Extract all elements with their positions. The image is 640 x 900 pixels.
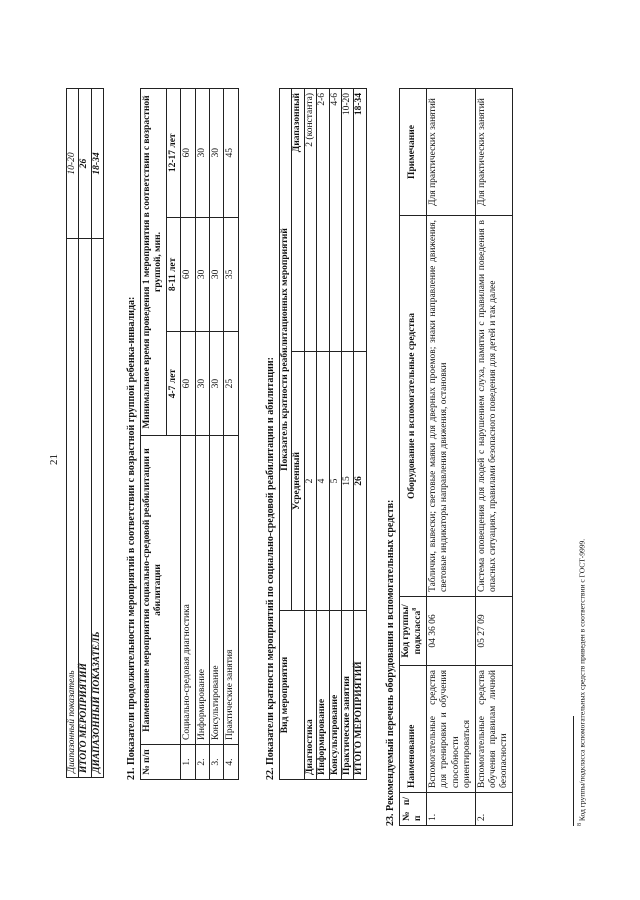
header-name: Наименование <box>400 666 427 793</box>
table-cell: 35 <box>224 217 238 332</box>
header-num: № п/п <box>141 745 181 780</box>
table-row <box>79 89 91 778</box>
table-cell: 30 <box>195 89 209 218</box>
table-cell: Диапазонный показатель <box>67 239 79 778</box>
table-cell: Информирование <box>195 436 209 745</box>
table-cell: 30 <box>209 217 223 332</box>
table-cell: Практические занятия <box>341 611 353 780</box>
header-num: № п/п <box>400 793 427 826</box>
table-cell: 30 <box>195 332 209 436</box>
header-note: Примечание <box>400 89 427 216</box>
table-header-row <box>141 89 167 780</box>
section-23-title: 23. Рекомендуемый перечень оборудования и вспомогательных средств: <box>385 499 396 826</box>
table-cell: 45 <box>224 89 238 218</box>
table-cell: ИТОГО МЕРОПРИЯТИЙ <box>79 239 91 778</box>
table-cell: 2 (константа) <box>304 89 316 352</box>
table-cell: Социально-средовая диагностика <box>181 436 195 745</box>
table-row <box>329 89 341 780</box>
page-number: 21 <box>48 454 60 465</box>
header-time: Минимальное время проведения 1 мероприятия в соответствии с возрастной группой, мин. <box>141 89 167 436</box>
header-range: Диапазонный <box>292 89 304 352</box>
table-cell: 5 <box>329 352 341 611</box>
table-cell: 60 <box>181 332 195 436</box>
carryover-table <box>66 88 104 778</box>
table-cell: Вспомогательные средства для тренировки и обучения способности ориентироваться <box>426 666 475 793</box>
table-cell: Для практических занятий <box>426 89 475 216</box>
table-cell: 10-20 <box>341 89 353 352</box>
header-avg: Усредненный <box>292 352 304 611</box>
table-cell: 3. <box>209 745 223 780</box>
table-cell: Вспомогательные средства обучения правилам личной безопасности <box>475 666 512 793</box>
table-row <box>354 89 366 780</box>
table-cell: 30 <box>209 89 223 218</box>
table-cell: 18-34 <box>91 89 103 239</box>
table-cell: 4. <box>224 745 238 780</box>
table-row <box>341 89 353 780</box>
table-cell: 2-6 <box>317 89 329 352</box>
table-row <box>317 89 329 780</box>
header-name: Наименование мероприятия социально-средовой реабилитации и абилитации <box>141 436 181 745</box>
table-cell: 18-34 <box>354 89 366 352</box>
table-cell: Для практических занятий <box>475 89 512 216</box>
header-group: Показатель кратности реабилитационных мероприятий <box>280 89 292 611</box>
header-code: Код группы/подкласса$^8$ <box>400 597 427 666</box>
table-row <box>195 89 209 780</box>
table-cell: Информирование <box>317 611 329 780</box>
table-cell: 10-20 <box>67 89 79 239</box>
section-21-title: 21. Показатели продолжительности мероприятий в соответствии с возрастной группой ребенка-инвалида: <box>126 296 137 780</box>
table-cell: 15 <box>341 352 353 611</box>
header-age-12-17: 12-17 лет <box>166 89 180 218</box>
header-equipment: Оборудование и вспомогательные средства <box>400 216 427 597</box>
table-cell: 1. <box>181 745 195 780</box>
table-cell: ДИАПАЗОННЫЙ ПОКАЗАТЕЛЬ <box>91 239 103 778</box>
table-cell: 1. <box>426 793 475 826</box>
table-cell: 26 <box>79 89 91 239</box>
table-header-row <box>280 89 292 780</box>
duration-table <box>140 88 239 780</box>
table-cell: Практические занятия <box>224 436 238 745</box>
table-cell: 2. <box>195 745 209 780</box>
table-row <box>181 89 195 780</box>
table-cell: Диагностика <box>304 611 316 780</box>
footnote-separator <box>573 716 574 826</box>
table-cell: Консультирование <box>329 611 341 780</box>
table-row <box>224 89 238 780</box>
table-cell: 4 <box>317 352 329 611</box>
table-cell: 2. <box>475 793 512 826</box>
table-row <box>209 89 223 780</box>
table-cell: 04 36 06 <box>426 597 475 666</box>
header-age-8-11: 8-11 лет <box>166 217 180 332</box>
table-cell: 05 27 09 <box>475 597 512 666</box>
table-cell: Таблички, вывески; световые маяки для дверных проемов; знаки направление движения, световые индикаторы направления движения, остановки <box>426 216 475 597</box>
table-cell: 26 <box>354 352 366 611</box>
table-header-row <box>400 89 427 826</box>
table-row <box>475 89 512 826</box>
table-cell: 25 <box>224 332 238 436</box>
header-age-4-7: 4-7 лет <box>166 332 180 436</box>
header-type: Вид мероприятия <box>280 611 305 780</box>
frequency-table <box>279 88 367 780</box>
equipment-table <box>399 88 513 826</box>
table-cell: Консультирование <box>209 436 223 745</box>
table-row <box>304 89 316 780</box>
table-row <box>426 89 475 826</box>
table-cell: 2 <box>304 352 316 611</box>
section-22-title: 22. Показатели кратности мероприятий по социально-средовой реабилитации и абилитации: <box>265 357 276 780</box>
table-cell: 60 <box>181 217 195 332</box>
table-row <box>91 89 103 778</box>
table-cell: 4-6 <box>329 89 341 352</box>
table-row <box>67 89 79 778</box>
footnote: $^8$ Код группы/подкласса вспомогательных средств приведен в соответствии с ГОСТ-9999. <box>577 538 587 826</box>
table-cell: 60 <box>181 89 195 218</box>
table-cell: 30 <box>209 332 223 436</box>
table-cell: ИТОГО МЕРОПРИЯТИЙ <box>354 611 366 780</box>
table-cell: 30 <box>195 217 209 332</box>
table-cell: Система оповещения для людей с нарушением слуха, памятки с правилами поведения в опасных ситуациях, правилами безопасного поведения для детей и так далее <box>475 216 512 597</box>
